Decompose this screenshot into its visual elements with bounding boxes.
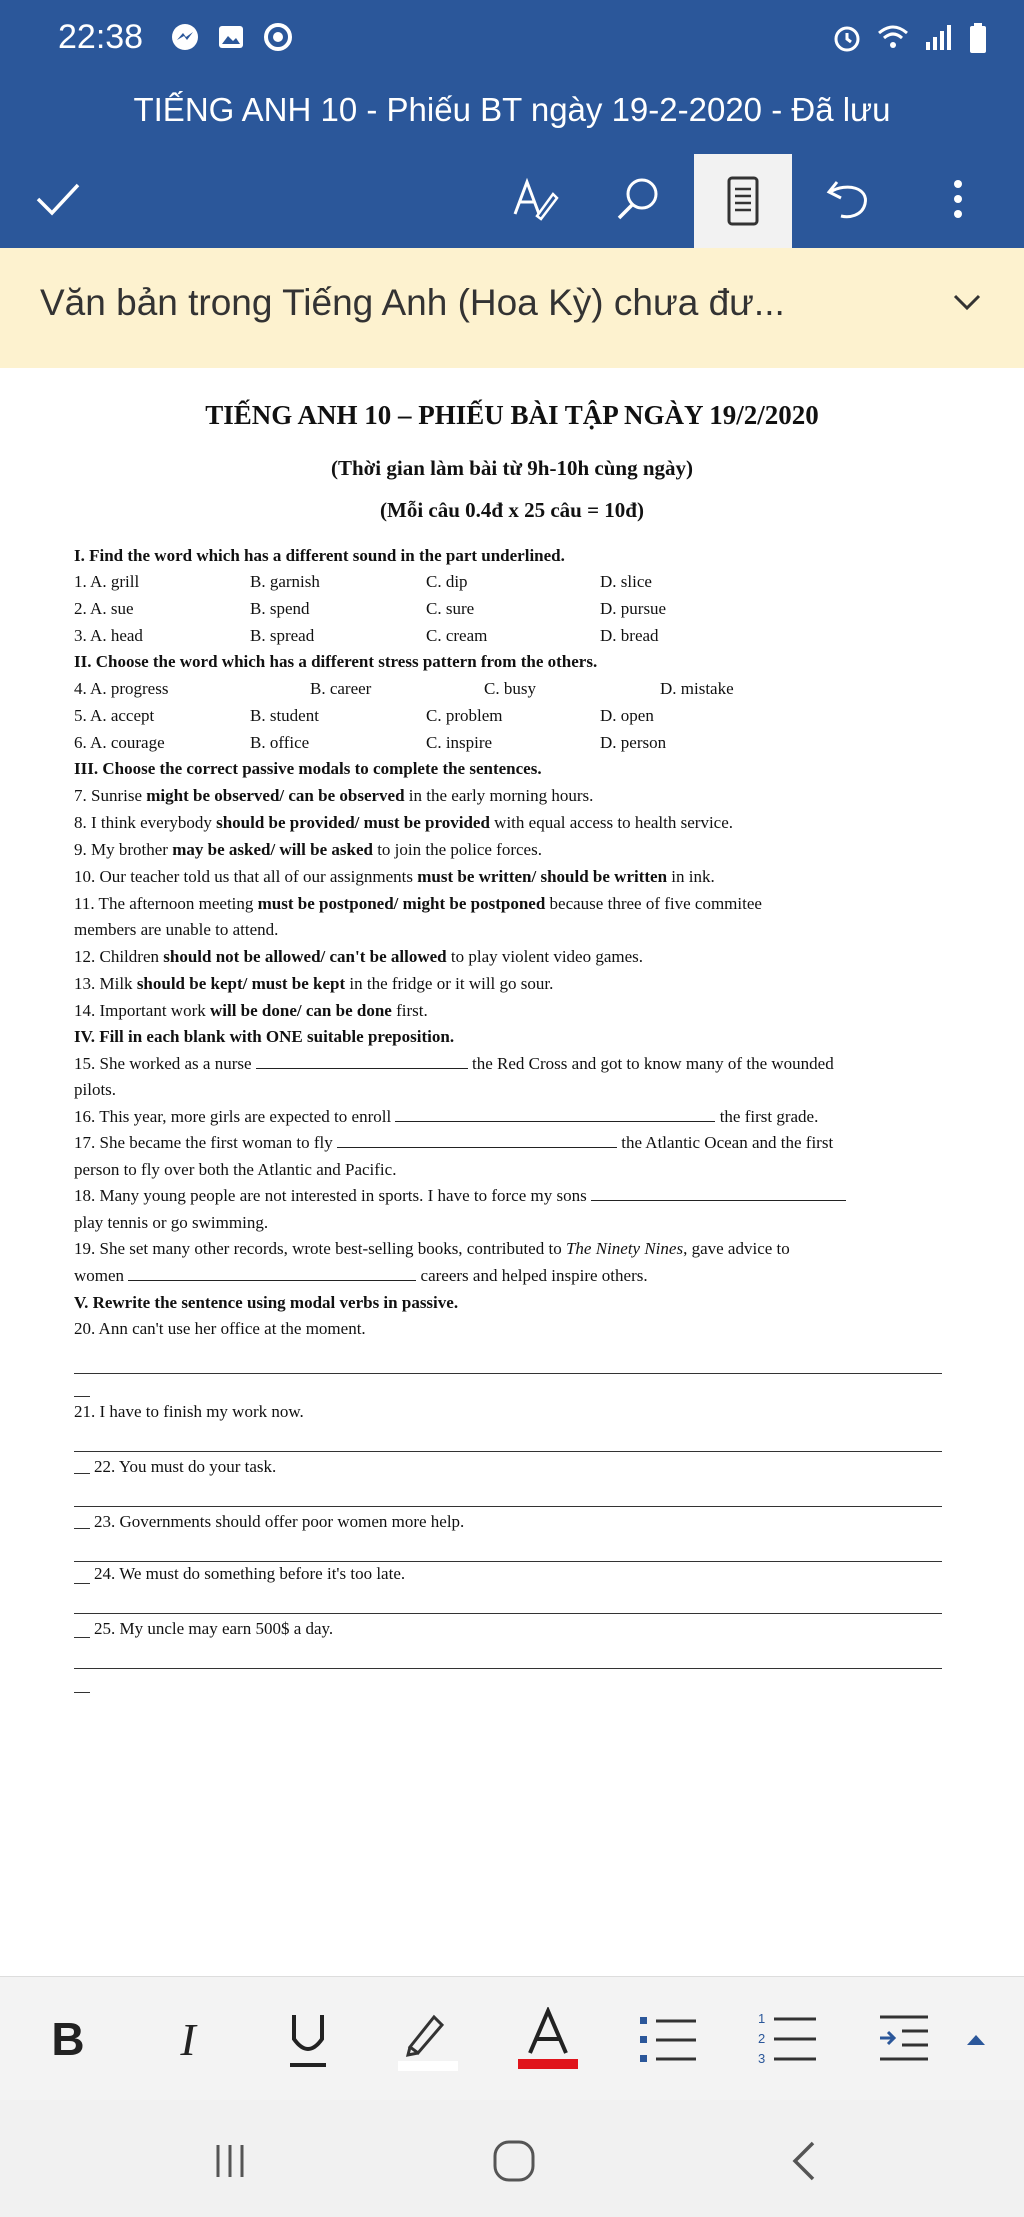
mobile-view-button[interactable] (694, 154, 792, 248)
question-16: 16. This year, more girls are expected to enroll the first grade. (74, 1107, 819, 1126)
search-button[interactable] (598, 160, 678, 238)
highlighter-icon (396, 2007, 460, 2071)
formatting-toolbar (0, 1976, 1024, 2101)
indent-button[interactable] (872, 2007, 936, 2071)
question-15: 15. She worked as a nurse the Red Cross and got to know many of the wounded (74, 1054, 834, 1073)
answer-line (74, 1561, 942, 1562)
question-18-cont: play tennis or go swimming. (74, 1213, 269, 1232)
svg-text:3: 3 (758, 2051, 766, 2066)
text-pen-icon (509, 174, 559, 224)
bullet-list-button[interactable] (636, 2007, 700, 2071)
option-b: B. career (310, 679, 372, 698)
answer-line (74, 1373, 942, 1374)
section-2-heading: II. Choose the word which has a different stress pattern from the others. (74, 652, 598, 671)
numbered-list-icon (756, 2009, 820, 2069)
question-14: 14. Important work will be done/ can be done first. (74, 1001, 428, 1020)
answer-line (74, 1506, 942, 1507)
option-b: B. student (250, 706, 319, 725)
question-21: 21. I have to finish my work now. (74, 1402, 304, 1421)
question-7: 7. Sunrise might be observed/ can be observed in the early morning hours. (74, 786, 594, 805)
option-c: C. inspire (426, 733, 493, 752)
mobile-view-icon (723, 175, 763, 227)
question-11: 11. The afternoon meeting must be postponed/ might be postponed because three of five commitee (74, 894, 762, 913)
svg-text:2: 2 (758, 2031, 766, 2046)
option-d: D. slice (600, 572, 652, 591)
section-4-heading: IV. Fill in each blank with ONE suitable preposition. (74, 1027, 455, 1046)
question-24: 24. We must do something before it's too late. (94, 1564, 406, 1583)
option-a: 5. A. accept (74, 706, 155, 725)
proofing-banner[interactable] (0, 248, 1024, 368)
indent-icon (876, 2011, 932, 2067)
app-toolbar (0, 150, 1024, 248)
option-d: D. pursue (600, 599, 667, 618)
question-19-cont: women careers and helped inspire others. (74, 1266, 648, 1285)
highlight-button[interactable] (396, 2007, 460, 2071)
option-a: 6. A. courage (74, 733, 165, 752)
font-color-button[interactable] (516, 2007, 580, 2071)
option-a: 3. A. head (74, 626, 143, 645)
answer-line (74, 1451, 942, 1452)
italic-button[interactable]: I (180, 2013, 196, 2065)
option-a: 4. A. progress (74, 679, 169, 698)
search-icon (613, 174, 663, 224)
option-c: C. problem (426, 706, 503, 725)
checkmark-icon (34, 179, 82, 219)
caret-up-icon (961, 2029, 991, 2049)
battery-icon (968, 22, 988, 54)
question-18: 18. Many young people are not interested in sports. I have to force my sons (74, 1186, 846, 1206)
option-c: C. sure (426, 599, 475, 618)
answer-dash (74, 1637, 90, 1638)
option-c: C. dip (426, 572, 468, 591)
undo-icon (823, 174, 873, 224)
expand-ribbon-button[interactable] (944, 2007, 1008, 2071)
recent-apps-icon (210, 2141, 250, 2181)
option-b: B. office (250, 733, 310, 752)
document-page[interactable] (0, 368, 1024, 1976)
bold-button[interactable]: B (51, 2013, 85, 2065)
option-d: D. open (600, 706, 654, 725)
home-icon (491, 2138, 537, 2184)
chevron-down-icon[interactable] (950, 290, 984, 314)
document-title: TIẾNG ANH 10 - Phiếu BT ngày 19-2-2020 - Đã lưu (0, 80, 1024, 160)
doc-subtitle-time: (Thời gian làm bài từ 9h-10h cùng ngày) (330, 456, 694, 480)
signal-icon (924, 22, 954, 52)
question-10: 10. Our teacher told us that all of our assignments must be written/ should be written in ink. (74, 867, 715, 886)
answer-line (74, 1613, 942, 1614)
wifi-icon (876, 22, 910, 52)
answer-dash (74, 1396, 90, 1397)
answer-dash (74, 1692, 90, 1693)
question-22: 22. You must do your task. (94, 1457, 277, 1476)
question-20: 20. Ann can't use her office at the moment. (74, 1319, 366, 1338)
question-19: 19. She set many other records, wrote best-selling books, contributed to The Ninety Nines, gave advice to (74, 1239, 790, 1258)
section-3-heading: III. Choose the correct passive modals to complete the sentences. (74, 759, 542, 778)
sync-icon (262, 22, 294, 52)
system-navigation-bar (0, 2100, 1024, 2217)
status-bar (0, 0, 1024, 80)
numbered-list-button[interactable] (756, 2007, 820, 2071)
back-button[interactable] (774, 2136, 834, 2186)
question-13: 13. Milk should be kept/ must be kept in the fridge or it will go sour. (74, 974, 554, 993)
recent-apps-button[interactable] (200, 2136, 260, 2186)
status-time: 22:38 (58, 18, 144, 56)
question-17-cont: person to fly over both the Atlantic and Pacific. (74, 1160, 397, 1179)
question-15-cont: pilots. (74, 1080, 117, 1099)
option-a: 2. A. sue (74, 599, 134, 618)
section-1-heading: I. Find the word which has a different sound in the part underlined. (74, 546, 565, 565)
underline-button[interactable] (276, 2007, 340, 2071)
question-17: 17. She became the first woman to fly the Atlantic Ocean and the first (74, 1133, 834, 1152)
option-b: B. garnish (250, 572, 320, 591)
doc-title: TIẾNG ANH 10 – PHIẾU BÀI TẬP NGÀY 19/2/2020 (205, 400, 819, 430)
option-d: D. person (600, 733, 667, 752)
option-a: 1. A. grill (74, 572, 140, 591)
alarm-icon (832, 22, 862, 54)
doc-subtitle-score: (Mỗi câu 0.4đ x 25 câu = 10đ) (380, 498, 644, 522)
more-vertical-icon (948, 174, 968, 224)
done-button[interactable] (18, 160, 98, 238)
underline-icon (284, 2009, 332, 2069)
option-d: D. bread (600, 626, 659, 645)
back-icon (789, 2139, 819, 2183)
option-b: B. spend (250, 599, 310, 618)
undo-button[interactable] (808, 160, 888, 238)
home-button[interactable] (484, 2136, 544, 2186)
question-23: 23. Governments should offer poor women more help. (94, 1512, 465, 1531)
bullet-list-icon (636, 2011, 700, 2067)
section-5-heading: V. Rewrite the sentence using modal verbs in passive. (74, 1293, 459, 1312)
messenger-icon (170, 22, 200, 52)
answer-line (74, 1668, 942, 1669)
font-color-icon (516, 2007, 580, 2071)
answer-dash (74, 1473, 90, 1474)
option-c: C. busy (484, 679, 536, 698)
question-11-cont: members are unable to attend. (74, 920, 279, 939)
question-12: 12. Children should not be allowed/ can't be allowed to play violent video games. (74, 947, 644, 966)
question-8: 8. I think everybody should be provided/ must be provided with equal access to health service. (74, 813, 734, 832)
answer-dash (74, 1583, 90, 1584)
option-c: C. cream (426, 626, 488, 645)
option-b: B. spread (250, 626, 315, 645)
question-9: 9. My brother may be asked/ will be asked to join the police forces. (74, 840, 542, 859)
option-d: D. mistake (660, 679, 734, 698)
banner-text: Văn bản trong Tiếng Anh (Hoa Kỳ) chưa đư... (40, 282, 785, 323)
gallery-icon (216, 22, 246, 52)
svg-text:1: 1 (758, 2011, 766, 2026)
answer-dash (74, 1528, 90, 1529)
text-editing-button[interactable] (494, 160, 574, 238)
more-options-button[interactable] (918, 160, 998, 238)
question-25: 25. My uncle may earn 500$ a day. (94, 1619, 334, 1638)
